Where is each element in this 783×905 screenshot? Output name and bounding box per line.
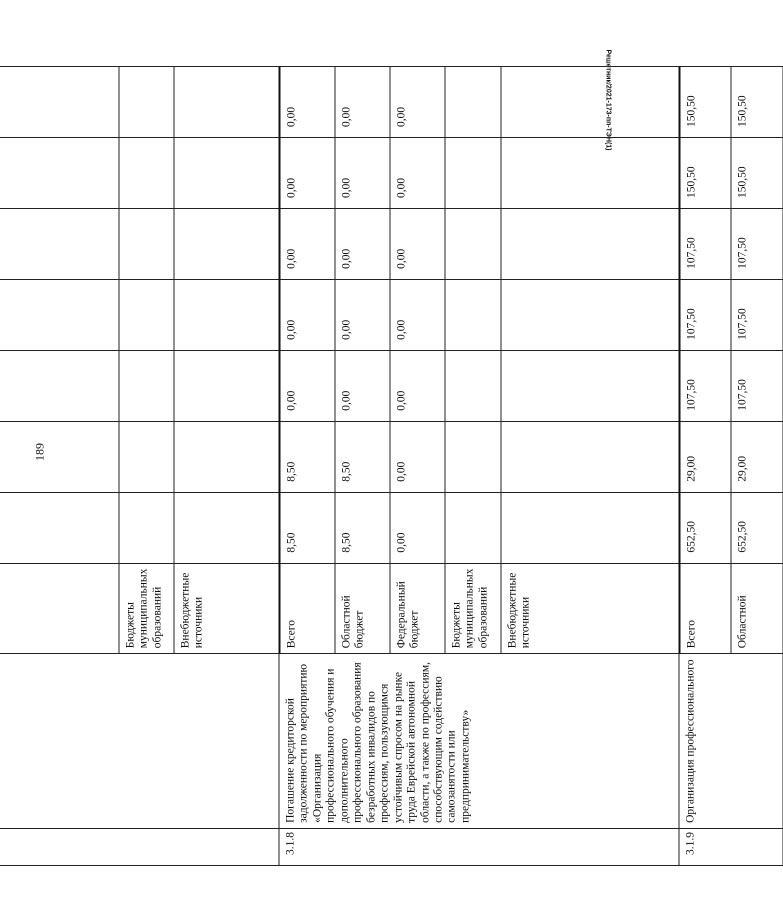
value-cell: 0,00 <box>390 67 445 138</box>
value-cell <box>0 208 119 279</box>
value-cell <box>445 138 501 209</box>
value-cell: 8,50 <box>279 421 335 492</box>
value-cell <box>0 279 119 350</box>
item-number: 3.1.8 <box>279 828 679 865</box>
value-cell: 0,00 <box>335 138 390 209</box>
item-number: 3.1.9 <box>679 828 783 865</box>
value-cell: 0,00 <box>390 208 445 279</box>
value-cell <box>0 67 119 138</box>
value-cell: 0,00 <box>279 67 335 138</box>
value-cell <box>119 350 174 421</box>
value-cell: 0,00 <box>390 138 445 209</box>
value-cell: 150,50 <box>731 138 783 209</box>
value-cell: 107,50 <box>679 279 731 350</box>
funding-source <box>0 563 119 654</box>
value-cell <box>445 279 501 350</box>
value-cell: 0,00 <box>279 350 335 421</box>
value-cell: 0,00 <box>390 350 445 421</box>
budget-table <box>0 66 783 866</box>
value-cell: 8,50 <box>279 492 335 563</box>
value-cell: 150,50 <box>731 67 783 138</box>
table-row <box>679 67 731 866</box>
value-cell <box>501 279 679 350</box>
value-cell: 29,00 <box>731 421 783 492</box>
table-row <box>279 67 335 866</box>
value-cell: 107,50 <box>731 350 783 421</box>
value-cell <box>501 421 679 492</box>
value-cell <box>501 138 679 209</box>
value-cell <box>174 138 279 209</box>
value-cell: 652,50 <box>731 492 783 563</box>
value-cell <box>501 208 679 279</box>
value-cell: 8,50 <box>335 421 390 492</box>
value-cell <box>174 279 279 350</box>
value-cell <box>119 279 174 350</box>
value-cell <box>174 421 279 492</box>
value-cell: 8,50 <box>335 492 390 563</box>
value-cell <box>445 67 501 138</box>
funding-source: Областной бюджет <box>335 563 390 654</box>
value-cell <box>501 492 679 563</box>
value-cell <box>174 67 279 138</box>
value-cell: 29,00 <box>679 421 731 492</box>
funding-source: Бюджеты муниципальных образований <box>119 563 174 654</box>
table-row <box>0 67 119 866</box>
value-cell <box>119 67 174 138</box>
value-cell: 0,00 <box>279 279 335 350</box>
page-number: 189 <box>32 443 47 461</box>
value-cell <box>445 492 501 563</box>
value-cell: 0,00 <box>335 350 390 421</box>
funding-source: Всего <box>279 563 335 654</box>
funding-source: Внебюджетные источники <box>501 563 679 654</box>
value-cell: 150,50 <box>679 138 731 209</box>
value-cell <box>119 208 174 279</box>
value-cell <box>174 350 279 421</box>
value-cell <box>0 421 119 492</box>
value-cell <box>501 350 679 421</box>
value-cell <box>119 421 174 492</box>
funding-source: Внебюджетные источники <box>174 563 279 654</box>
value-cell <box>174 208 279 279</box>
value-cell: 0,00 <box>390 421 445 492</box>
value-cell: 0,00 <box>335 67 390 138</box>
value-cell <box>501 67 679 138</box>
value-cell <box>445 350 501 421</box>
item-name: Погашение кредиторской задолженности по мероприятию «Организация профессионального обучения и дополнительного профессионального образования безработных инвалидов по профессиям, пользующимся устойчивым спросом на рынке труда Еврейской автономной области, а также по профессиям, способствующим содействию самозанятости или предпринимательству» <box>279 654 679 829</box>
funding-source: Бюджеты муниципальных образований <box>445 563 501 654</box>
value-cell <box>119 492 174 563</box>
value-cell: 150,50 <box>679 67 731 138</box>
value-cell: 0,00 <box>279 208 335 279</box>
item-name: Организация профессионального <box>679 654 783 829</box>
funding-source: Областной <box>731 563 783 654</box>
item-name <box>0 654 279 829</box>
value-cell <box>0 138 119 209</box>
value-cell: 0,00 <box>390 492 445 563</box>
value-cell: 0,00 <box>335 279 390 350</box>
value-cell: 652,50 <box>679 492 731 563</box>
value-cell <box>174 492 279 563</box>
value-cell: 107,50 <box>731 279 783 350</box>
value-cell: 0,00 <box>335 208 390 279</box>
value-cell <box>445 421 501 492</box>
value-cell: 0,00 <box>279 138 335 209</box>
value-cell <box>119 138 174 209</box>
item-number <box>0 828 279 865</box>
funding-source: Федеральный бюджет <box>390 563 445 654</box>
value-cell <box>0 492 119 563</box>
value-cell <box>445 208 501 279</box>
funding-source: Всего <box>679 563 731 654</box>
value-cell: 107,50 <box>679 208 731 279</box>
value-cell: 0,00 <box>390 279 445 350</box>
value-cell: 107,50 <box>679 350 731 421</box>
side-stamp: Решетник/2021-173-пп-ТЭН(1) <box>604 49 612 151</box>
value-cell <box>0 350 119 421</box>
value-cell: 107,50 <box>731 208 783 279</box>
